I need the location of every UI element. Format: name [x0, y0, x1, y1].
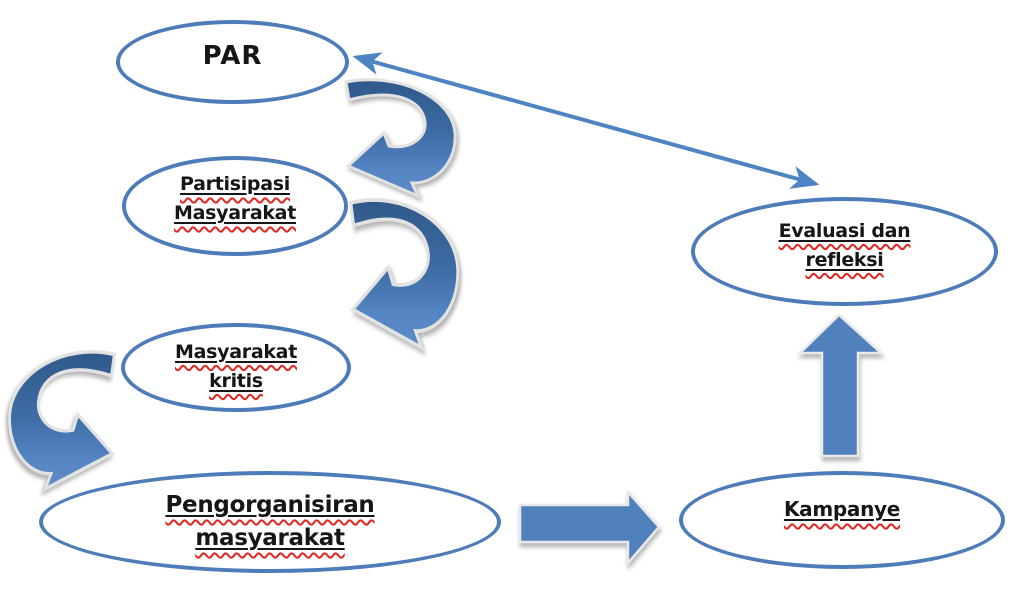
- connector-evaluasi-to-par: [356, 57, 816, 184]
- node-partisipasi-line2: Masyarakat: [174, 202, 296, 224]
- curved-arrow-par-to-partisipasi: [346, 80, 455, 196]
- node-pengorganisiran-line1: Pengorganisiran: [165, 492, 375, 518]
- curved-arrow-partisipasi-to-kritis: [351, 200, 458, 348]
- node-par: [116, 20, 349, 104]
- node-pengorganisiran-masyarakat: [39, 471, 501, 573]
- node-evaluasi-line1: Evaluasi dan: [778, 219, 911, 242]
- curved-arrow-kritis-to-pengorganisiran: [10, 352, 115, 489]
- node-masyarakat-kritis: [121, 323, 351, 412]
- node-par-label: PAR: [202, 41, 263, 71]
- node-partisipasi-masyarakat: [122, 156, 348, 256]
- block-arrow-pengorganisiran-to-kampanye: [520, 492, 659, 563]
- node-evaluasi-refleksi: [691, 197, 998, 306]
- node-partisipasi-line1: Partisipasi: [180, 173, 290, 195]
- node-kritis-line2: kritis: [209, 369, 263, 392]
- node-kampanye: [679, 471, 1005, 569]
- node-pengorganisiran-line2: masyarakat: [195, 525, 345, 551]
- node-kritis-line1: Masyarakat: [175, 340, 297, 363]
- block-arrow-kampanye-to-evaluasi: [800, 315, 881, 456]
- node-evaluasi-line2: refleksi: [805, 248, 884, 271]
- node-kampanye-label: Kampanye: [783, 497, 901, 521]
